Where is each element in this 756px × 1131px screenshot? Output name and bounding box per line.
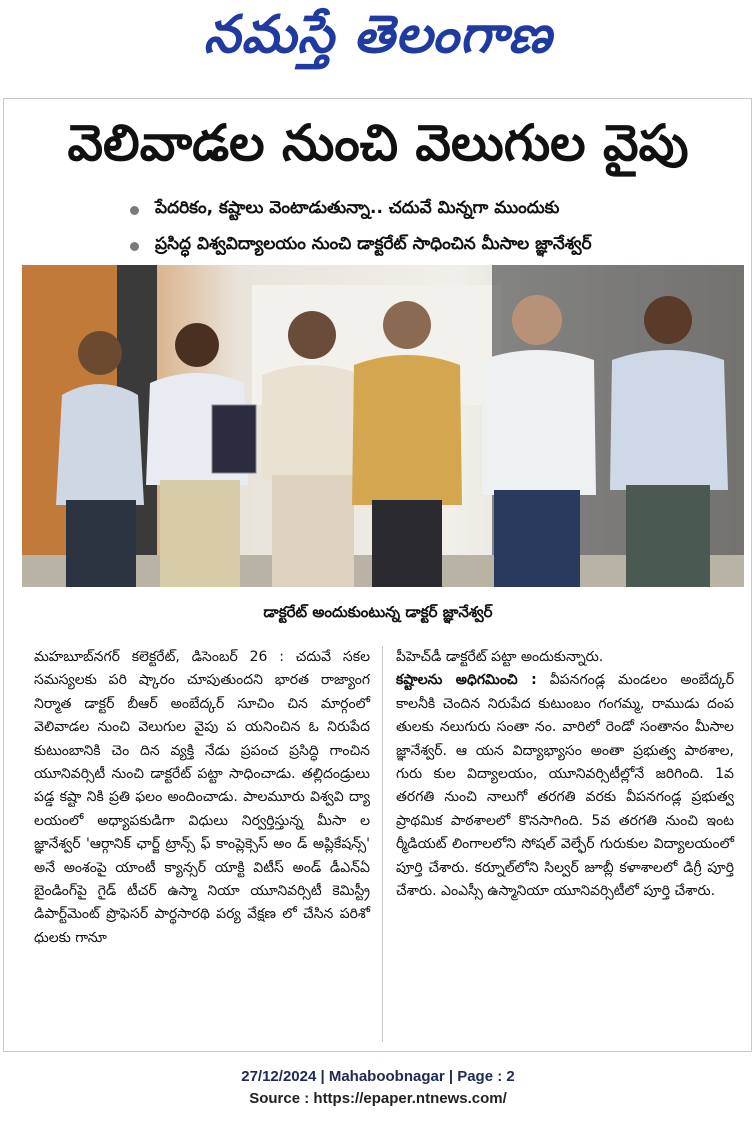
section-subhead: కష్టాలను అధిగమించి :	[396, 672, 537, 689]
source-link[interactable]: Source : https://epaper.ntnews.com/	[249, 1090, 507, 1107]
photo-illustration	[22, 265, 744, 587]
article-column-right	[396, 646, 734, 903]
bullet-dot-icon	[130, 242, 139, 251]
article-headline: వెలివాడల నుంచి వెలుగుల వైపు	[67, 114, 689, 172]
bullet-dot-icon	[130, 206, 139, 215]
sub-headlines	[130, 192, 730, 264]
newspaper-logo: నమస్తే తెలంగాణ	[203, 4, 553, 65]
column-divider	[382, 646, 383, 1042]
photo-caption: డాక్టరేట్ అందుకుంటున్న డాక్టర్ జ్ఞానేశ్వర్	[263, 603, 493, 621]
section-body: వీపనగండ్ల మండలం అంబేద్కర్ కాలనీకి చెందిన నిరుపేద కుటుంబం గంగమ్మ, రాముడు దంప తులకు నలుగురు సంతా నం. వారిలో రెండో సంతానం మీసాల జ్ఞానేశ్వర్. ఆ యన విద్యాభ్యాసం అంతా ప్రభుత్వ పాఠశాల, గురు కుల విద్యాలయం, యూనివర్సిటీల్లోనే జరిగింది. 1వ తరగతి నుంచి నాలుగో తరగతి వరకు వీపనగండ్ల ప్రభుత్వ ప్రాథమిక పాఠశాలలో కొనసాగింది. 5వ తరగతి నుంచి ఇంట ర్మీడియట్ లింగాలలోని సోషల్ వెల్ఫేర్ గురుకుల విద్యాలయంలో పూర్తి చేశారు. కర్నూల్‌లోని సిల్వర్ జూబ్లీ కళాశాలలో డిగ్రీ పూర్తి చేశారు. ఎంఎస్సీ ఉస్మానియా యూనివర్సిటీలో పూర్తి చేశారు.	[396, 672, 735, 900]
epaper-footer	[0, 1066, 756, 1110]
sub-headline-text: పేదరికం, కష్టాలు వెంటాడుతున్నా.. చదువే మిన్నగా ముందుకు	[155, 198, 560, 218]
article-column-left: మహబూబ్‌నగర్ కలెక్టరేట్, డిసెంబర్ 26 : చదువే సకల సమస్యలకు పరి ష్కారం చూపుతుందని భారత రాజ్యాంగ నిర్మాత డాక్టర్ బీఆర్ అంబేద్కర్ సూచిం చిన మార్గంలో వెలివాడల నుంచి వెలుగుల వైపు ప యనించిన ఓ నిరుపేద కుటుంబానికి చెం దిన వ్యక్తి నేడు ప్రపంచ ప్రసిద్ధి గాంచిన యూనివర్సిటీ నుంచి డాక్టరేట్ పట్టా సాధించాడు. తల్లిదండ్రులు పడ్డ కష్టా నికి ప్రతి ఫలం అందించాడు. పాలమూరు విశ్వవి ద్యా లయంలో అధ్యాపకుడిగా విధులు నిర్వర్తిస్తున్న మీసా ల జ్ఞానేశ్వర్ 'ఆర్గానిక్ ఛార్జ్ ట్రాన్స్ ఫ్ కాంప్లెక్సెస్ అం డ్ అప్లికేషన్స్' అనే అంశంపై యాంటీ క్యాన్సర్ యాక్టి విటీస్ అండ్ డీఎన్ఏ బైండింగ్‌పై గైడ్ టీచర్ ఉస్మా నియా యూనివర్సిటీ కెమిస్ట్రీ డిపార్ట్‌మెంట్ ప్రొఫెసర్ పార్థసారథి పర్య వేక్షణ లో చేసిన పరిశో ధులకు గానూ	[34, 649, 370, 946]
sub-headline-1	[130, 192, 730, 228]
sub-headline-2	[130, 228, 730, 264]
thesis-book	[212, 405, 256, 473]
masthead	[0, 0, 756, 82]
column-right-opening: పీహెచ్‌డీ డాక్టరేట్ పట్టా అందుకున్నారు.	[396, 649, 604, 665]
column-right-section	[396, 669, 734, 903]
news-photo	[22, 265, 744, 587]
publication-info: 27/12/2024 | Mahaboobnagar | Page : 2	[241, 1068, 515, 1085]
sub-headline-text: ప్రసిద్ధ విశ్వవిద్యాలయం నుంచి డాక్టరేట్ సాధించిన మీసాల జ్ఞానేశ్వర్	[155, 234, 592, 254]
